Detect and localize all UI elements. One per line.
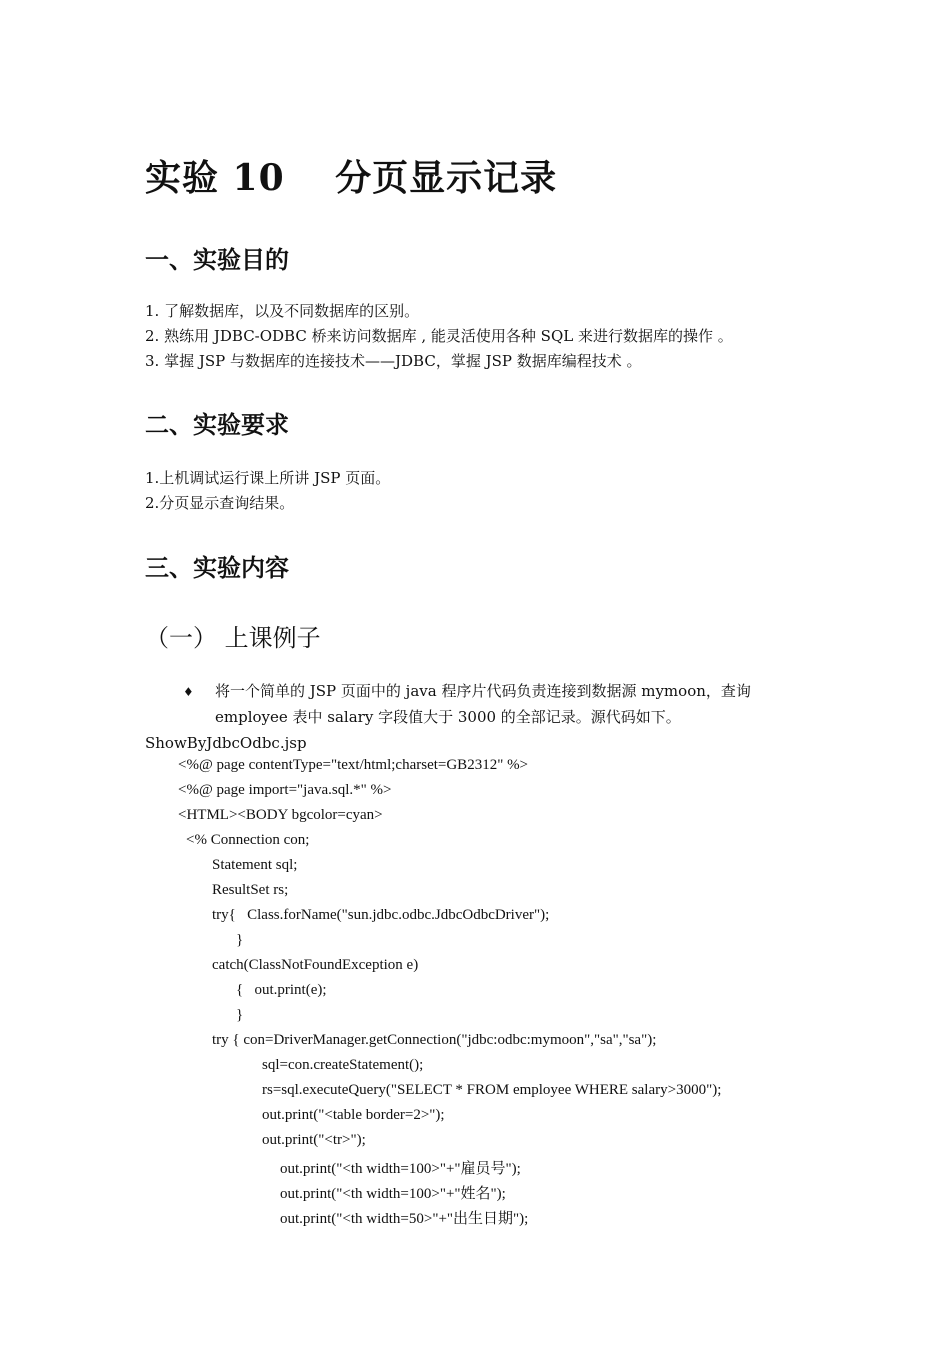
code-line: sql=con.createStatement(); [262, 1057, 424, 1073]
code-line: <HTML><BODY bgcolor=cyan> [178, 807, 383, 823]
section-heading-content: 三、实验内容 [145, 554, 289, 582]
requirement-item-1: 1.上机调试运行课上所讲 JSP 页面。 [145, 469, 391, 487]
code-line: out.print("<th width=50>"+"出生日期"); [280, 1211, 529, 1227]
section-heading-requirements: 二、实验要求 [145, 411, 289, 439]
requirement-item-2: 2.分页显示查询结果。 [145, 494, 295, 512]
code-line: out.print("<table border=2>"); [262, 1107, 445, 1123]
code-line: out.print("<tr>"); [262, 1132, 366, 1148]
bullet-text-line-1: 将一个简单的 JSP 页面中的 java 程序片代码负责连接到数据源 mymoon，查询 [215, 682, 751, 700]
code-line: <%@ page import="java.sql.*" %> [178, 782, 392, 798]
code-line: ResultSet rs; [212, 882, 289, 898]
purpose-item-3: 3. 掌握 JSP 与数据库的连接技术——JDBC，掌握 JSP 数据库编程技术 。 [145, 352, 642, 370]
code-line: catch(ClassNotFoundException e) [212, 957, 419, 973]
subsection-heading-example: （一） 上课例子 [145, 624, 321, 652]
source-filename: ShowByJdbcOdbc.jsp [145, 734, 307, 752]
code-line: try{ Class.forName("sun.jdbc.odbc.JdbcOdbcDriver"); [212, 907, 550, 923]
bullet-text-line-2: employee 表中 salary 字段值大于 3000 的全部记录。源代码如下。 [215, 708, 681, 726]
purpose-item-2: 2. 熟练用 JDBC-ODBC 桥来访问数据库 , 能灵活使用各种 SQL 来进行数据库的操作 。 [145, 327, 733, 345]
code-line: out.print("<th width=100>"+"姓名"); [280, 1186, 506, 1202]
code-line: <% Connection con; [186, 832, 310, 848]
code-line: { out.print(e); [236, 982, 327, 998]
code-line: try { con=DriverManager.getConnection("jdbc:odbc:mymoon","sa","sa"); [212, 1032, 657, 1048]
document-title: 实验 10 分页显示记录 [145, 157, 558, 199]
section-heading-purpose: 一、实验目的 [145, 246, 289, 274]
code-line: rs=sql.executeQuery("SELECT * FROM employee WHERE salary>3000"); [262, 1082, 722, 1098]
bullet-diamond-icon: ♦ [183, 685, 194, 699]
code-line: out.print("<th width=100>"+"雇员号"); [280, 1161, 521, 1177]
code-line: } [236, 1007, 244, 1023]
purpose-item-1: 1. 了解数据库，以及不同数据库的区别。 [145, 302, 420, 320]
code-line: Statement sql; [212, 857, 298, 873]
code-line: } [236, 932, 244, 948]
code-line: <%@ page contentType="text/html;charset=GB2312" %> [178, 757, 529, 773]
